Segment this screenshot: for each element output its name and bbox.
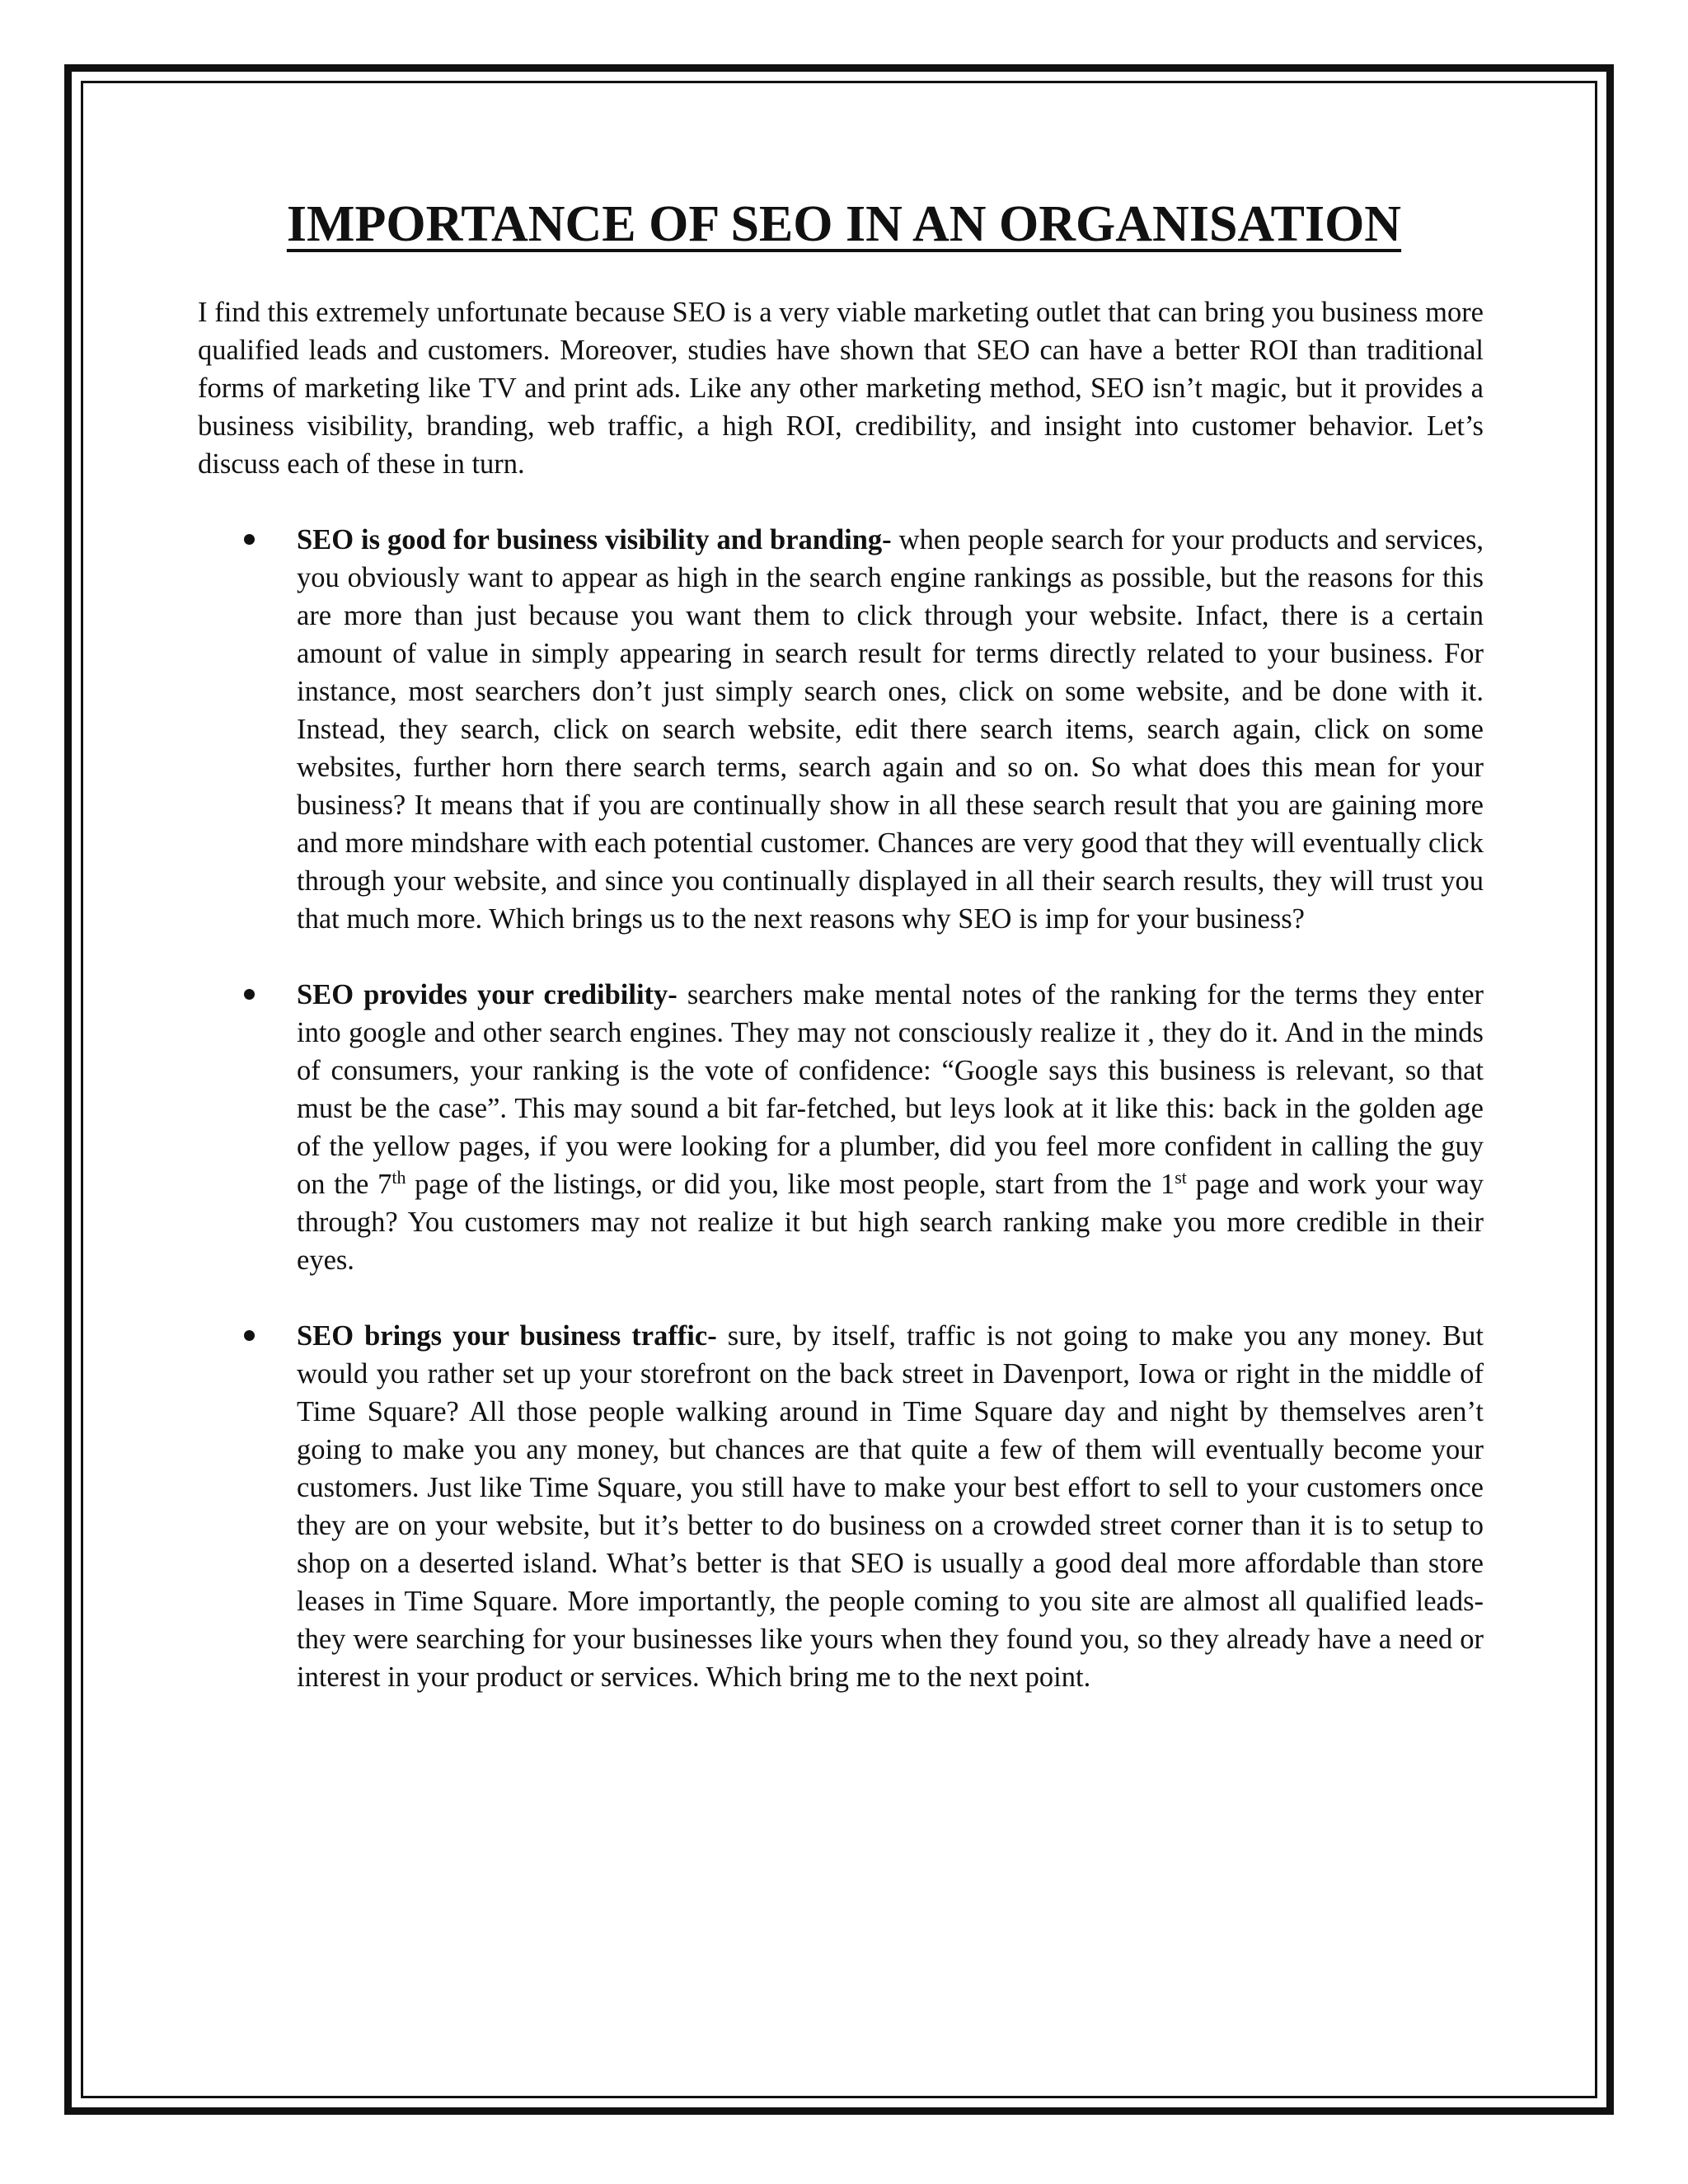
bullet-heading: SEO brings your business traffic- (297, 1320, 717, 1352)
bullet-dot-icon (244, 534, 255, 545)
bullet-text: searchers make mental notes of the ranking for the terms they enter into google and other search engines. They may not consciously realize it , they do it. And in the minds of consumers, your ranking is the vote of confidence: “Google says this business is relevant, so that must be the case”. This may sound a bit far-fetched, but leys look at it like this: back in the golden age of the yellow pages, if you were looking for a plumber, did you feel more confident in calling the guy on the 7 (297, 979, 1484, 1200)
bullet-heading: SEO is good for business visibility and branding- (297, 524, 892, 555)
bullet-text: page and work your way through? You customers may not realize it but high search ranking make you more credible in their eyes. (297, 1169, 1484, 1276)
bullet-item-traffic (198, 1317, 1484, 1696)
bullet-text: when people search for your products and services, you obviously want to appear as high in the search engine rankings as possible, but the reasons for this are more than just because you want them to click through your website. Infact, there is a certain amount of value in simply appearing in search result for terms directly related to your business. For instance, most searchers don’t just simply search ones, click on some website, and be done with it. Instead, they search, click on search website, edit there search items, search again, click on some websites, further horn there search terms, search again and so on. So what does this mean for your business? It means that if you are continually show in all these search result that you are gaining more and more mindshare with each potential customer. Chances are very good that they will eventually click through your website, and since you continually displayed in all their search results, they will trust you that much more. Which brings us to the next reasons why SEO is imp for your business? (297, 524, 1484, 935)
bullet-heading: SEO provides your credibility- (297, 979, 678, 1010)
superscript-ordinal: th (392, 1167, 406, 1188)
bullet-list (198, 521, 1484, 1696)
bullet-dot-icon (244, 989, 255, 1000)
document-body (198, 293, 1484, 1734)
bullet-dot-icon (244, 1330, 255, 1341)
document-title (0, 194, 1688, 254)
superscript-ordinal: st (1175, 1167, 1187, 1188)
intro-paragraph: I find this extremely unfortunate because SEO is a very viable marketing outlet that can bring you business more qualified leads and customers. Moreover, studies have shown that SEO can have a better ROI than traditional forms of marketing like TV and print ads. Like any other marketing method, SEO isn’t magic, but it provides a business visibility, branding, web traffic, a high ROI, credibility, and insight into customer behavior. Let’s discuss each of these in turn. (198, 297, 1484, 480)
document-title-text: IMPORTANCE OF SEO IN AN ORGANISATION (286, 196, 1402, 252)
bullet-text: sure, by itself, traffic is not going to make you any money. But would you rather set up your storefront on the back street in Davenport, Iowa or right in the middle of Time Square? All those people walking around in Time Square day and night by themselves aren’t going to make you any money, but chances are that quite a few of them will eventually become your customers. Just like Time Square, you still have to make your best effort to sell to your customers once they are on your website, but it’s better to do business on a crowded street corner than it is to setup to shop on a deserted island. What’s better is that SEO is usually a good deal more affordable than store leases in Time Square. More importantly, the people coming to you site are almost all qualified leads- they were searching for your businesses like yours when they found you, so they already have a need or interest in your product or services. Which bring me to the next point. (297, 1320, 1484, 1693)
bullet-text: page of the listings, or did you, like most people, start from the 1 (406, 1169, 1175, 1200)
bullet-item-visibility (198, 521, 1484, 938)
bullet-item-credibility (198, 976, 1484, 1279)
